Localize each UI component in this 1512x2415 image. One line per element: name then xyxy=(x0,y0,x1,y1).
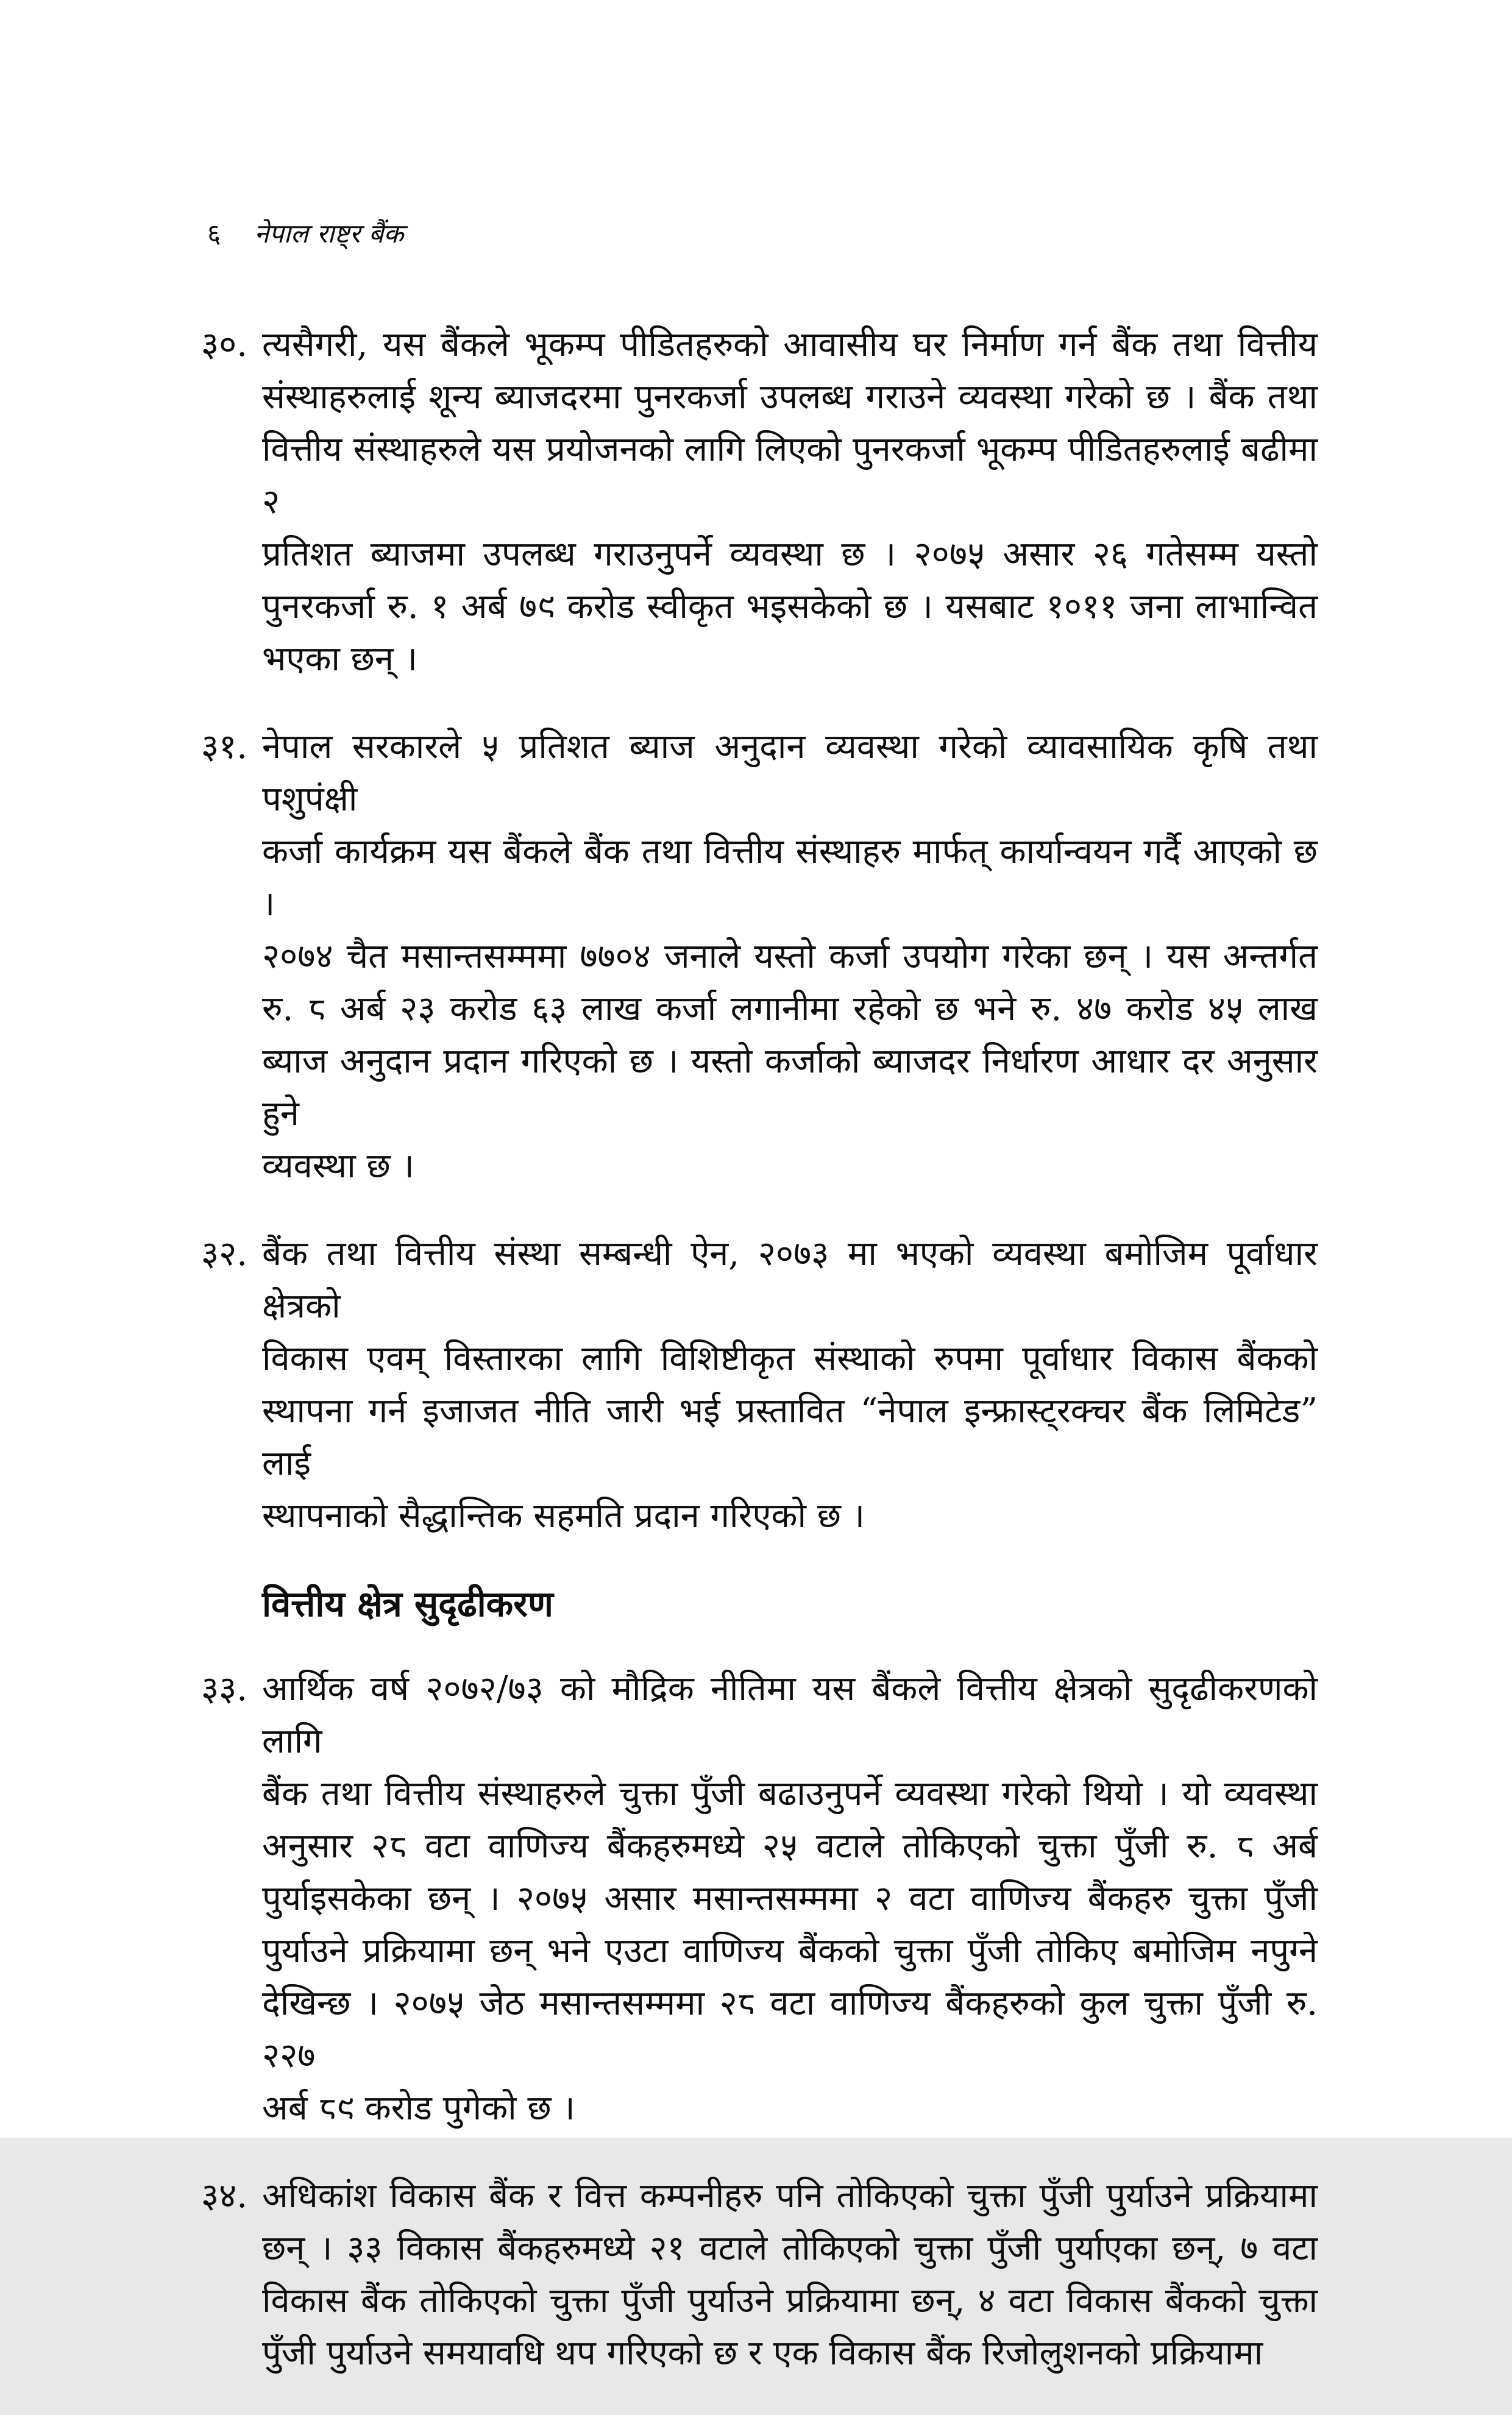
text-line: कर्जा कार्यक्रम यस बैंकले बैंक तथा वित्तीय संस्थाहरु मार्फत् कार्यान्वयन गर्दै आएको छ । xyxy=(262,832,1318,924)
text-line: अनुसार २८ वटा वाणिज्य बैंकहरुमध्ये २५ वटाले तोकिएको चुक्ता पुँजी रु. ८ अर्ब xyxy=(262,1826,1318,1866)
page-content xyxy=(201,215,1318,2415)
paragraph-number: ३३. xyxy=(201,1669,248,1709)
text-line: बैंक तथा वित्तीय संस्थाहरुले चुक्ता पुँजी बढाउनुपर्ने व्यवस्था गरेको थियो । यो व्यवस्था xyxy=(262,1774,1318,1814)
paragraph-text xyxy=(262,721,1318,1193)
paragraph-number: ३१. xyxy=(201,727,248,767)
paragraph xyxy=(201,2170,1318,2380)
paragraph-number: ३०. xyxy=(201,325,248,364)
text-line: २०७४ चैत मसान्तसम्ममा ७७०४ जनाले यस्तो कर्जा उपयोग गरेका छन् । यस अन्तर्गत xyxy=(262,937,1318,976)
paragraph xyxy=(201,1228,1318,1542)
text-line: विकास एवम् विस्तारका लागि विशिष्टीकृत संस्थाको रुपमा पूर्वाधार विकास बैंकको xyxy=(262,1339,1318,1378)
paragraph xyxy=(201,721,1318,1193)
text-line: संस्थाहरुलाई शून्य ब्याजदरमा पुनरकर्जा उपलब्ध गराउने व्यवस्था गरेको छ । बैंक तथा xyxy=(262,377,1318,417)
document-body xyxy=(201,319,1318,2380)
text-line: पुँजी पुर्याउने समयावधि थप गरिएको छ र एक विकास बैंक रिजोलुशनको प्रक्रियामा xyxy=(262,2333,1263,2373)
paragraph xyxy=(201,1663,1318,2135)
text-line: देखिन्छ । २०७५ जेठ मसान्तसम्ममा २८ वटा वाणिज्य बैंकहरुको कुल चुक्ता पुँजी रु. २२७ xyxy=(262,1984,1318,2076)
text-line: पुनरकर्जा रु. १ अर्ब ७९ करोड स्वीकृत भइसकेको छ । यसबाट १०११ जना लाभान्वित xyxy=(262,587,1318,626)
paragraph-text xyxy=(262,1228,1318,1542)
page-number: ६ xyxy=(207,219,221,249)
paragraph-text xyxy=(262,1663,1318,2135)
text-line: बैंक तथा वित्तीय संस्था सम्बन्धी ऐन, २०७३ मा भएको व्यवस्था बमोजिम पूर्वाधार क्षेत्रको xyxy=(262,1234,1318,1326)
text-line: स्थापनाको सैद्धान्तिक सहमति प्रदान गरिएको छ । xyxy=(262,1496,865,1536)
text-line: त्यसैगरी, यस बैंकले भूकम्प पीडितहरुको आवासीय घर निर्माण गर्न बैंक तथा वित्तीय xyxy=(262,325,1318,364)
page-header xyxy=(207,215,1318,250)
text-line: अर्ब ८९ करोड पुगेको छ । xyxy=(262,2088,575,2128)
text-line: पुर्याउने प्रक्रियामा छन् भने एउटा वाणिज्य बैंकको चुक्ता पुँजी तोकिए बमोजिम नपुग्ने xyxy=(262,1931,1318,1971)
running-header-title: नेपाल राष्ट्र बैंक xyxy=(254,219,404,249)
paragraph-number: ३४. xyxy=(201,2176,248,2216)
text-line: प्रतिशत ब्याजमा उपलब्ध गराउनुपर्ने व्यवस्था छ । २०७५ असार २६ गतेसम्म यस्तो xyxy=(262,534,1318,574)
paragraph-text xyxy=(262,319,1318,686)
text-line: स्थापना गर्न इजाजत नीति जारी भई प्रस्तावित “नेपाल इन्फ्रास्ट्रक्चर बैंक लिमिटेड” लाई xyxy=(262,1391,1318,1483)
paragraph-number: ३२. xyxy=(201,1234,248,1274)
text-line: आर्थिक वर्ष २०७२/७३ को मौद्रिक नीतिमा यस बैंकले वित्तीय क्षेत्रको सुदृढीकरणको लागि xyxy=(262,1669,1318,1761)
text-line: व्यवस्था छ । xyxy=(262,1146,414,1186)
paragraph xyxy=(201,319,1318,686)
text-line: विकास बैंक तोकिएको चुक्ता पुँजी पुर्याउने प्रक्रियामा छन्, ४ वटा विकास बैंकको चुक्ता xyxy=(262,2281,1318,2321)
text-line: भएका छन् । xyxy=(262,639,418,679)
text-line: रु. ८ अर्ब २३ करोड ६३ लाख कर्जा लगानीमा रहेको छ भने रु. ४७ करोड ४५ लाख xyxy=(262,989,1318,1029)
text-line: छन् । ३३ विकास बैंकहरुमध्ये २१ वटाले तोकिएको चुक्ता पुँजी पुर्याएका छन्, ७ वटा xyxy=(262,2229,1318,2268)
text-line: ब्याज अनुदान प्रदान गरिएको छ । यस्तो कर्जाको ब्याजदर निर्धारण आधार दर अनुसार हुने xyxy=(262,1041,1318,1133)
text-line: वित्तीय संस्थाहरुले यस प्रयोजनको लागि लिएको पुनरकर्जा भूकम्प पीडितहरुलाई बढीमा २ xyxy=(262,430,1318,522)
text-line: नेपाल सरकारले ५ प्रतिशत ब्याज अनुदान व्यवस्था गरेको व्यावसायिक कृषि तथा पशुपंक्षी xyxy=(262,727,1318,819)
section-heading: वित्तीय क्षेत्र सुदृढीकरण xyxy=(262,1583,553,1625)
text-line: अधिकांश विकास बैंक र वित्त कम्पनीहरु पनि तोकिएको चुक्ता पुँजी पुर्याउने प्रक्रियामा xyxy=(262,2176,1318,2216)
paragraph-text xyxy=(262,2170,1318,2380)
text-line: पुर्याइसकेका छन् । २०७५ असार मसान्तसम्ममा २ वटा वाणिज्य बैंकहरु चुक्ता पुँजी xyxy=(262,1879,1318,1918)
